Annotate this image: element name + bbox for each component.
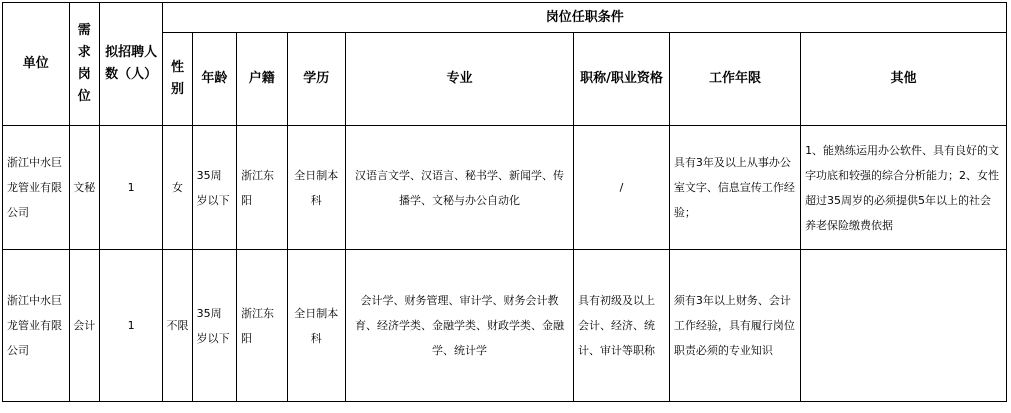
cell-other	[801, 250, 1007, 402]
cell-experience: 须有3年以上财务、会计工作经验，具有履行岗位职责必须的专业知识	[669, 250, 800, 402]
header-unit: 单位	[3, 3, 70, 126]
header-hukou: 户籍	[237, 33, 287, 126]
cell-position: 会计	[69, 250, 99, 402]
cell-age: 35周岁以下	[192, 126, 236, 250]
header-requirements: 岗位任职条件	[163, 3, 1007, 33]
cell-major: 会计学、财务管理、审计学、财务会计教育、经济学类、金融学类、财政学类、金融学、统计学	[346, 250, 574, 402]
table-row	[3, 250, 1007, 402]
cell-hukou: 浙江东阳	[237, 126, 287, 250]
cell-count: 1	[99, 126, 163, 250]
cell-title: /	[574, 126, 670, 250]
header-gender: 性别	[163, 33, 192, 126]
cell-education: 全日制本科	[287, 250, 346, 402]
cell-title: 具有初级及以上会计、经济、统计、审计等职称	[574, 250, 670, 402]
cell-count: 1	[99, 250, 163, 402]
cell-major: 汉语言文学、汉语言、秘书学、新闻学、传播学、文秘与办公自动化	[346, 126, 574, 250]
header-other: 其他	[801, 33, 1007, 126]
cell-hukou: 浙江东阳	[237, 250, 287, 402]
header-title: 职称/职业资格	[574, 33, 670, 126]
recruitment-table	[2, 2, 1007, 402]
header-experience: 工作年限	[669, 33, 800, 126]
header-count: 拟招聘人数（人）	[99, 3, 163, 126]
table-row	[3, 126, 1007, 250]
cell-education: 全日制本科	[287, 126, 346, 250]
cell-unit: 浙江中水巨龙管业有限公司	[3, 250, 70, 402]
cell-unit: 浙江中水巨龙管业有限公司	[3, 126, 70, 250]
header-position: 需求岗位	[69, 3, 99, 126]
header-age: 年龄	[192, 33, 236, 126]
cell-age: 35周岁以下	[192, 250, 236, 402]
cell-experience: 具有3年及以上从事办公室文字、信息宣传工作经验；	[669, 126, 800, 250]
header-education: 学历	[287, 33, 346, 126]
cell-position: 文秘	[69, 126, 99, 250]
cell-other: 1、能熟练运用办公软件、具有良好的文字功底和较强的综合分析能力；2、女性超过35周岁的必须提供5年以上的社会养老保险缴费依据	[801, 126, 1007, 250]
cell-gender: 女	[163, 126, 192, 250]
header-major: 专业	[346, 33, 574, 126]
cell-gender: 不限	[163, 250, 192, 402]
